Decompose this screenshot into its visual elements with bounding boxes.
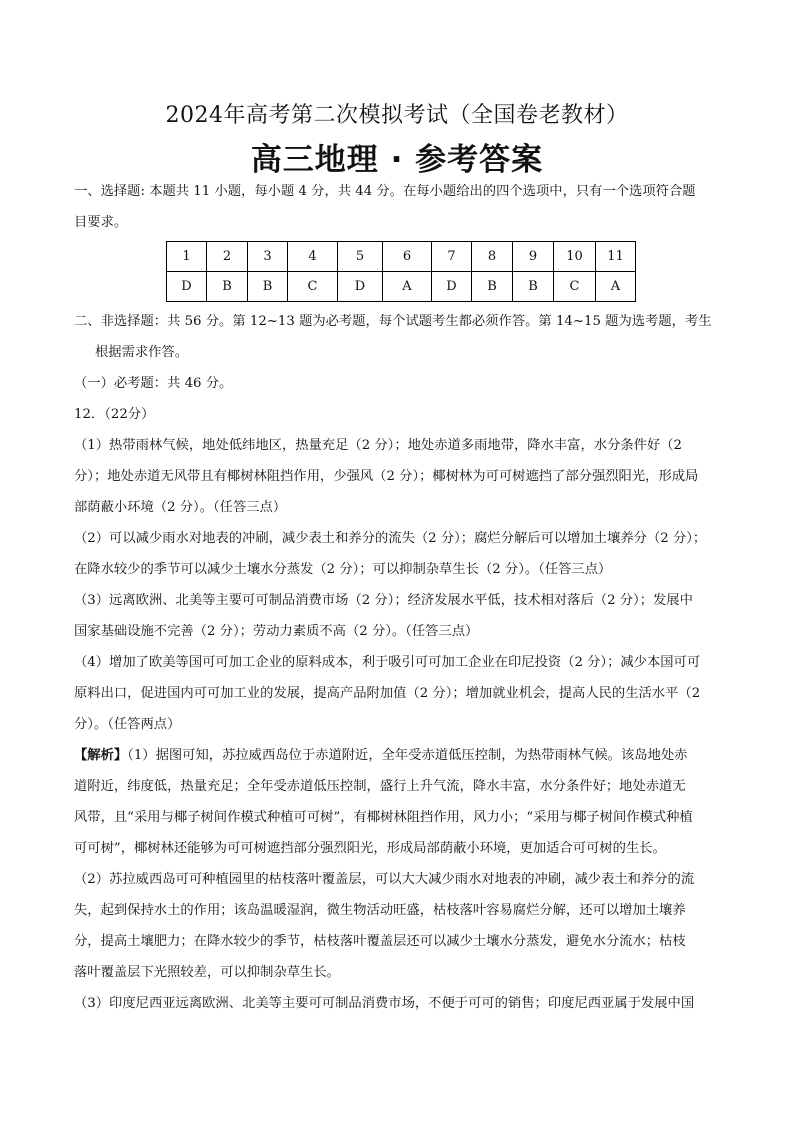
- answer-line: （1）热带雨林气候，地处低纬地区，热量充足（2 分）；地处赤道多雨地带，降水丰富，水分条件好（2: [74, 438, 683, 453]
- answer-cell: A: [596, 272, 636, 302]
- analysis-line: 道附近，纬度低，热量充足；全年受赤道低压控制，盛行上升气流，降水丰富，水分条件好；地处赤道无: [74, 779, 686, 794]
- section-2-instructions: [74, 306, 726, 368]
- section-2-line-2: 根据需求作答。: [95, 345, 189, 360]
- answer-line: （4）增加了欧美等国可可加工企业的原料成本，利于吸引可可加工企业在印尼投资（2 分）；减少本国可可: [74, 655, 701, 670]
- answer-part-1: [74, 430, 726, 523]
- exam-title: 2024年高考第二次模拟考试（全国卷老教材）: [165, 103, 629, 128]
- answer-line: 分）；地处赤道无风带且有椰树林阻挡作用，少强风（2 分）；椰树林为可可树遮挡了部分强烈阳光，形成局: [74, 469, 699, 484]
- answer-line: 在降水较少的季节可以减少土壤水分蒸发（2 分）；可以抑制杂草生长（2 分）。（任答三点）: [74, 562, 612, 577]
- answer-table-answer-row: [167, 272, 636, 302]
- question-12-heading: 12．（22分）: [74, 407, 155, 422]
- analysis-line: 失，起到保持水土的作用；该岛温暖湿润，微生物活动旺盛，枯枝落叶容易腐烂分解，还可以增加土壤养: [74, 903, 686, 918]
- question-number: 4: [288, 242, 338, 272]
- analysis-line: （2）苏拉威西岛可可种植园里的枯枝落叶覆盖层，可以大大减少雨水对地表的冲刷，减少表土和养分的流: [74, 872, 695, 887]
- analysis-line: 风带，且“采用与椰子树间作模式种植可可树”，有椰树林阻挡作用，风力小；“采用与椰子树间作模式种植: [74, 810, 693, 825]
- question-number: 6: [383, 242, 432, 272]
- answer-line: 国家基础设施不完善（2 分）；劳动力素质不高（2 分）。（任答三点）: [74, 624, 479, 639]
- answer-part-4: [74, 647, 726, 740]
- answer-cell: C: [554, 272, 596, 302]
- answer-line: 原料出口，促进国内可可加工业的发展，提高产品附加值（2 分）；增加就业机会，提高人民的生活水平（2: [74, 686, 701, 701]
- analysis-first-line: [74, 740, 726, 771]
- section-2-line-1: 二、非选择题：共 56 分。第 12~13 题为必考题，每个试题考生都必须作答。第 14~15 题为选考题，考生: [74, 314, 712, 329]
- analysis-line: （1）据图可知，苏拉威西岛位于赤道附近，全年受赤道低压控制，为热带雨林气候。该岛地处赤: [127, 748, 688, 763]
- question-number: 7: [432, 242, 472, 272]
- analysis-part-2: [74, 864, 726, 988]
- answer-cell: A: [383, 272, 432, 302]
- answer-line: 部荫蔽小环境（2 分）。（任答三点）: [74, 500, 287, 515]
- subject-title: 高三地理 · 参考答案: [250, 142, 544, 178]
- required-heading: （一）必考题：共 46 分。: [74, 376, 233, 391]
- section-1-line-2: 目要求。: [74, 215, 128, 230]
- section-1-line-1: 一、选择题: 本题共 11 小题，每小题 4 分，共 44 分。在每小题给出的四个选项中，只有一个选项符合题: [74, 184, 696, 199]
- question-number: 9: [513, 242, 554, 272]
- answer-cell: C: [288, 272, 338, 302]
- analysis-line: （3）印度尼西亚远离欧洲、北美等主要可可制品消费市场，不便于可可的销售；印度尼西亚属于发展中国: [74, 996, 695, 1011]
- answer-cell: D: [338, 272, 383, 302]
- answer-line: 分）。（任答两点）: [74, 717, 181, 732]
- analysis-line: 分，提高土壤肥力；在降水较少的季节，枯枝落叶覆盖层还可以减少土壤水分蒸发，避免水分流水；枯枝: [74, 934, 686, 949]
- analysis-part-1: [74, 740, 726, 864]
- answer-cell: B: [472, 272, 513, 302]
- analysis-part-3: [74, 988, 726, 1019]
- question-number: 5: [338, 242, 383, 272]
- answer-line: （2）可以减少雨水对地表的冲刷，减少表土和养分的流失（2 分）；腐烂分解后可以增加土壤养分（2 分）；: [74, 531, 707, 546]
- question-number: 8: [472, 242, 513, 272]
- answer-cell: B: [513, 272, 554, 302]
- answer-table: [166, 241, 636, 302]
- answer-line: （3）远离欧洲、北美等主要可可制品消费市场（2 分）；经济发展水平低，技术相对落后（2 分）；发展中: [74, 593, 693, 608]
- answer-cell: D: [432, 272, 472, 302]
- analysis-tag: 【解析】: [74, 748, 128, 763]
- analysis-line: 落叶覆盖层下光照较差，可以抑制杂草生长。: [74, 965, 340, 980]
- question-number: 11: [596, 242, 636, 272]
- answer-part-2: [74, 523, 726, 585]
- answer-cell: B: [207, 272, 248, 302]
- question-number: 3: [248, 242, 288, 272]
- answer-cell: D: [167, 272, 207, 302]
- answer-part-3: [74, 585, 726, 647]
- question-number: 1: [167, 242, 207, 272]
- answers-body: [74, 368, 726, 1019]
- answer-table-number-row: [167, 242, 636, 272]
- question-number: 2: [207, 242, 248, 272]
- question-number: 10: [554, 242, 596, 272]
- section-1-instructions: [74, 176, 726, 238]
- answer-cell: B: [248, 272, 288, 302]
- analysis-line: 可可树”，椰树林还能够为可可树遮挡部分强烈阳光，形成局部荫蔽小环境，更加适合可可树的生长。: [74, 841, 666, 856]
